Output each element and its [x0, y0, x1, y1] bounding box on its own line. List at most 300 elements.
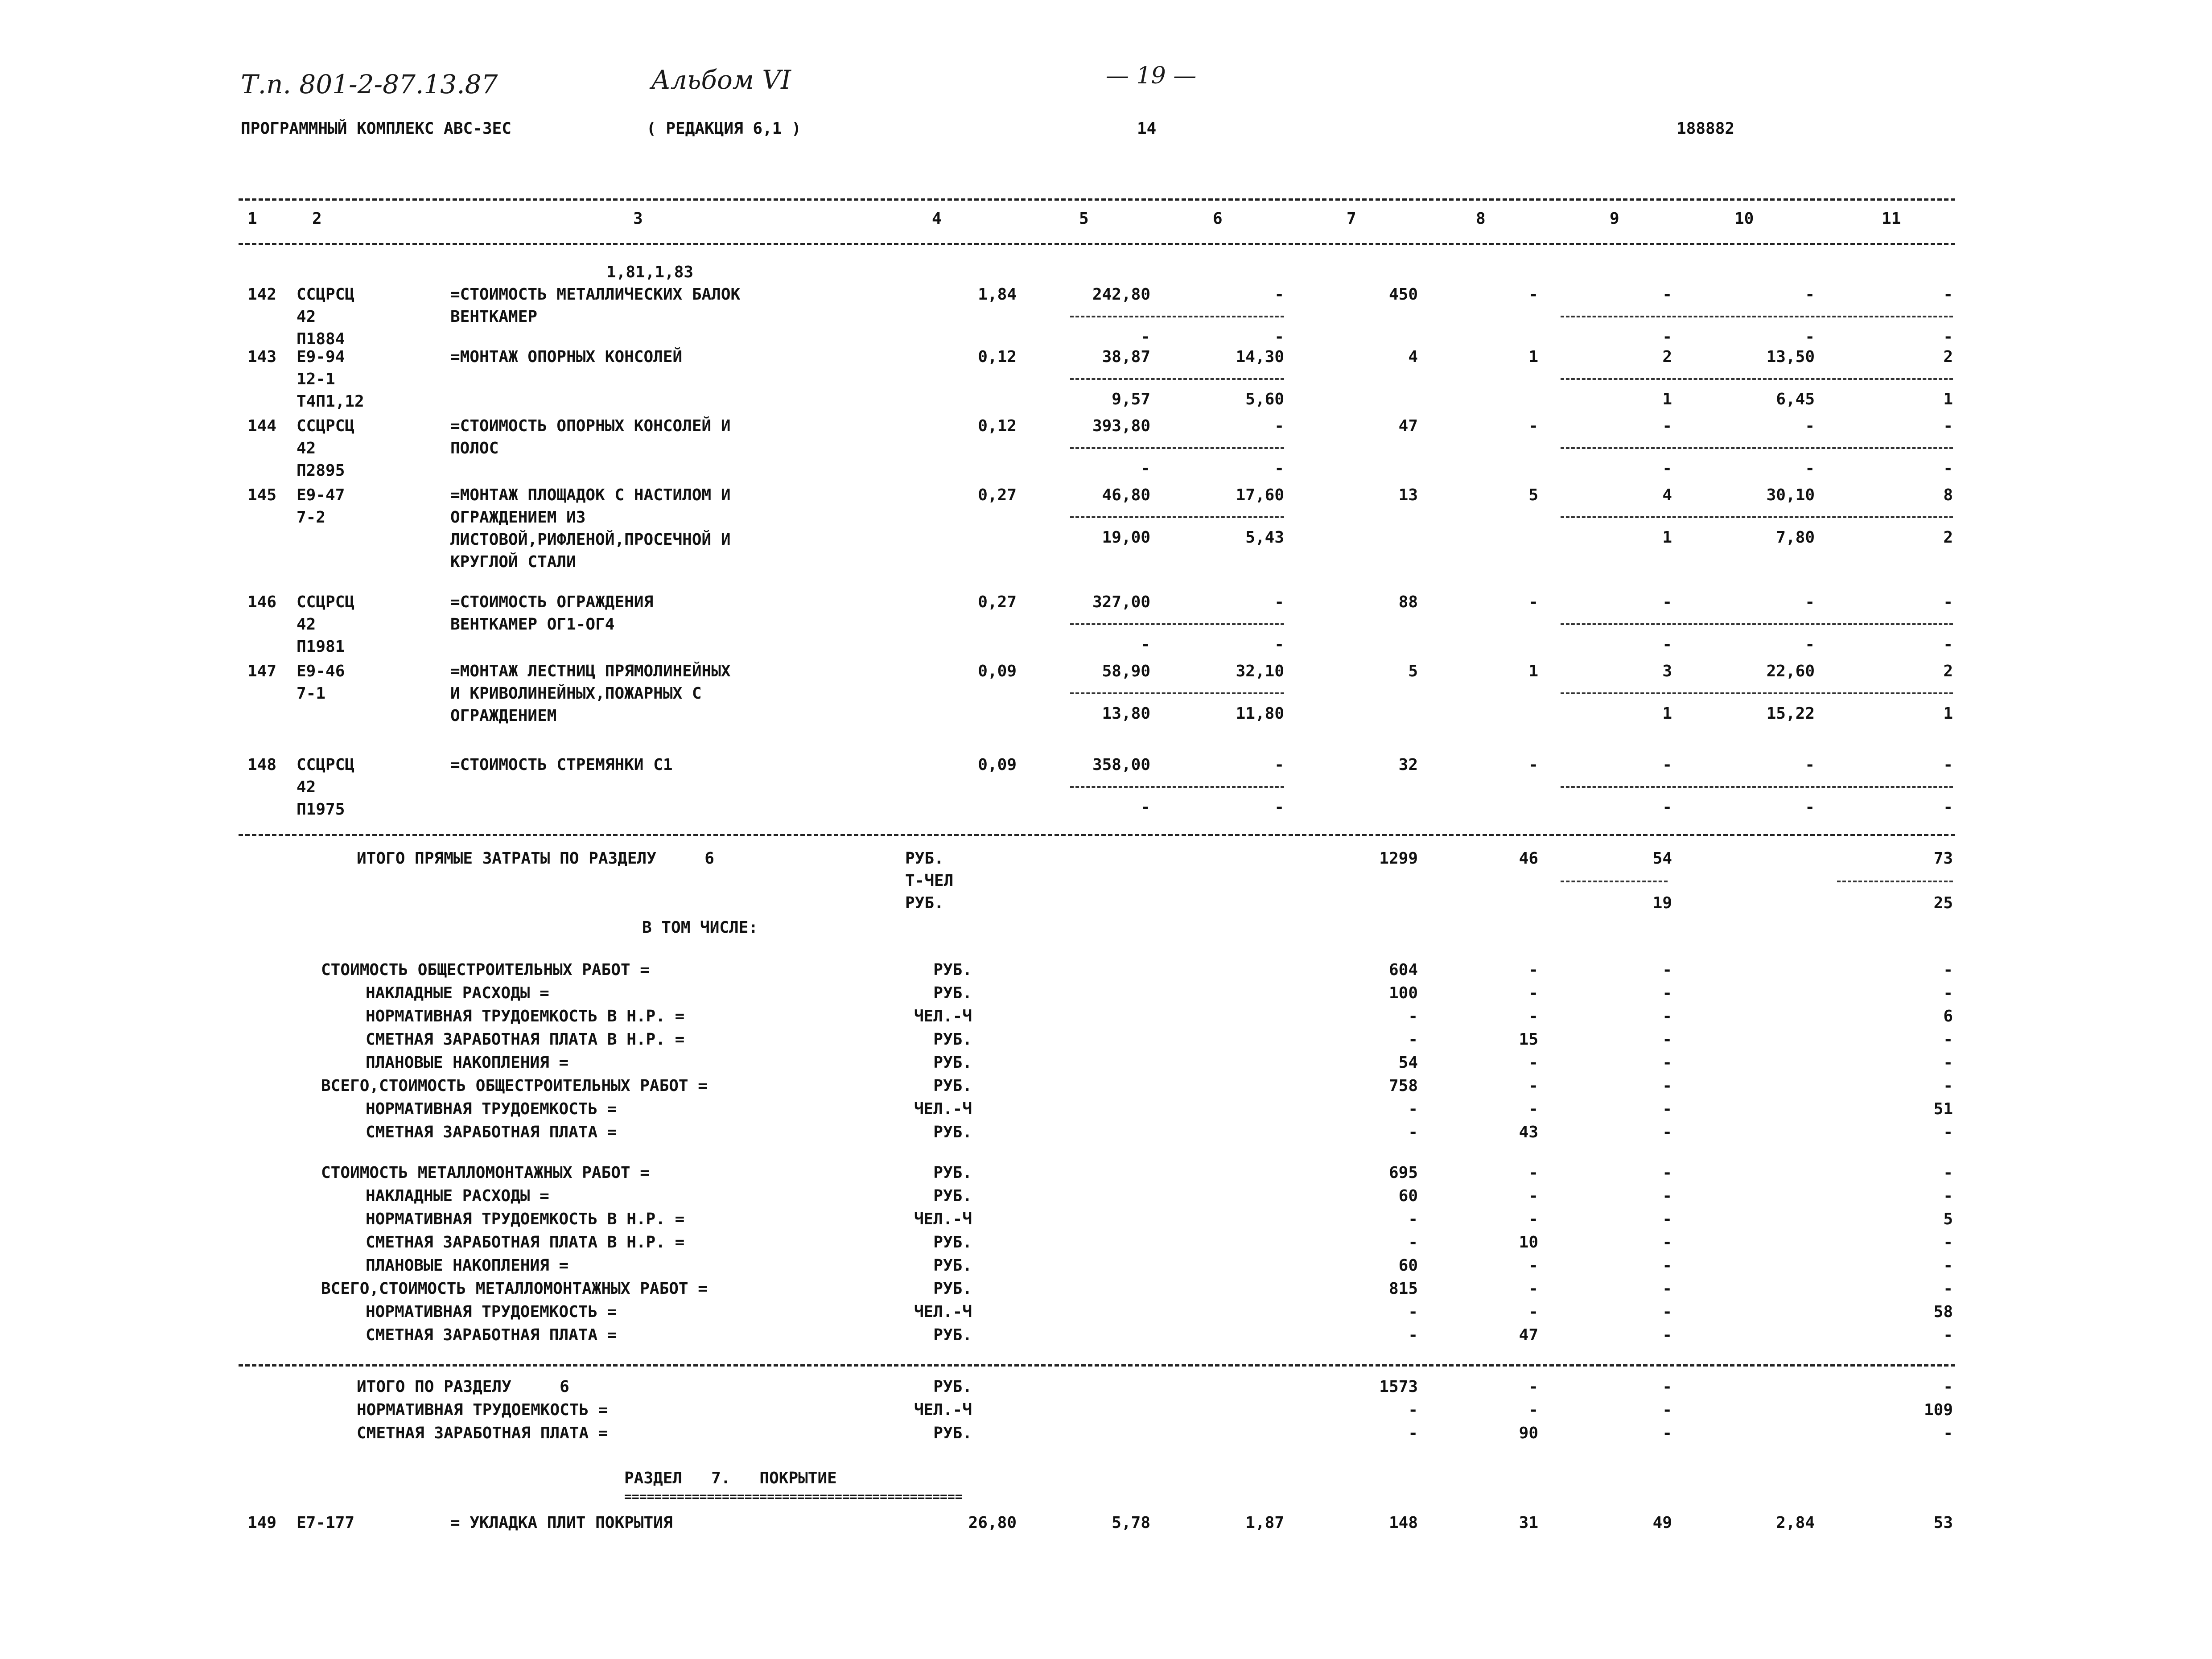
direct-total-c8: 46: [1519, 849, 1538, 868]
direct-total-c11b: 25: [1933, 894, 1953, 912]
row-c56-rule: [1070, 623, 1284, 625]
block-c7: 815: [1388, 1280, 1418, 1298]
row-c9b: -: [1662, 798, 1672, 816]
section-total-unit: РУБ.: [933, 1424, 972, 1442]
direct-total-unit3: РУБ.: [905, 894, 944, 912]
block-unit: ЧЕЛ.-Ч: [914, 1007, 972, 1025]
block-c7: 604: [1388, 961, 1418, 979]
block-c9: -: [1662, 1007, 1672, 1025]
row-c4: 0,27: [978, 593, 1017, 611]
block-c9: -: [1662, 1100, 1672, 1118]
program-title: ПРОГРАММНЫЙ КОМПЛЕКС АВС-3ЕС: [241, 119, 511, 138]
row-c10b: -: [1805, 798, 1815, 816]
block-c8: -: [1528, 1164, 1538, 1182]
row-number: 142: [247, 285, 277, 304]
block-c8: -: [1528, 1054, 1538, 1072]
row-c6: 17,60: [1236, 486, 1284, 504]
block-c9: -: [1662, 1233, 1672, 1251]
block-c9: -: [1662, 1077, 1672, 1095]
block-label: НАКЛАДНЫЕ РАСХОДЫ =: [366, 984, 549, 1002]
block-c11: -: [1943, 1123, 1953, 1141]
direct-total-c9b: 19: [1652, 894, 1672, 912]
block-c9: -: [1662, 1303, 1672, 1321]
row-c7: 450: [1388, 285, 1418, 304]
row-c911-rule: [1561, 516, 1953, 518]
block-label: СМЕТНАЯ ЗАРАБОТНАЯ ПЛАТА =: [366, 1123, 617, 1141]
row-c11: 8: [1943, 486, 1953, 504]
row-code-line: ССЦРСЦ: [297, 417, 355, 435]
row-c56-rule: [1070, 786, 1284, 788]
block-c9: -: [1662, 1187, 1672, 1205]
row-c10: -: [1805, 593, 1815, 611]
column-header-3: 3: [633, 210, 643, 228]
page-number: — 19 —: [1106, 62, 1197, 89]
row-c4: 0,12: [978, 348, 1017, 366]
section-total-c11: -: [1943, 1424, 1953, 1442]
row-c911-rule: [1561, 316, 1953, 317]
section-total-rule: [239, 1364, 1955, 1367]
block-c8: -: [1528, 1256, 1538, 1275]
block-label: СМЕТНАЯ ЗАРАБОТНАЯ ПЛАТА =: [366, 1326, 617, 1344]
block-unit: РУБ.: [933, 1187, 972, 1205]
block-c7: 60: [1398, 1256, 1418, 1275]
row-desc-line: ЛИСТОВОЙ,РИФЛЕНОЙ,ПРОСЕЧНОЙ И: [450, 531, 731, 549]
block-c11: -: [1943, 1187, 1953, 1205]
row-c10: 13,50: [1766, 348, 1815, 366]
row-c6: -: [1274, 756, 1284, 774]
row-number: 147: [247, 662, 277, 680]
block-label: СТОИМОСТЬ ОБЩЕСТРОИТЕЛЬНЫХ РАБОТ =: [321, 961, 650, 979]
row-c5b: -: [1141, 798, 1150, 816]
block-c11: 51: [1933, 1100, 1953, 1118]
row-c11: -: [1943, 756, 1953, 774]
row-c56-rule: [1070, 516, 1284, 518]
section7-row-c7: 148: [1388, 1514, 1418, 1532]
row-c6b: -: [1274, 459, 1284, 478]
block-unit: ЧЕЛ.-Ч: [914, 1303, 972, 1321]
row-c8: -: [1528, 285, 1538, 304]
block-c8: -: [1528, 1077, 1538, 1095]
block-c9: -: [1662, 1210, 1672, 1228]
row-code-line: ССЦРСЦ: [297, 285, 355, 304]
row-c7: 5: [1408, 662, 1418, 680]
row-c6b: 5,60: [1245, 390, 1284, 408]
row-desc-line: И КРИВОЛИНЕЙНЫХ,ПОЖАРНЫХ С: [450, 684, 702, 703]
row-c911-rule: [1561, 623, 1953, 625]
block-label: ПЛАНОВЫЕ НАКОПЛЕНИЯ =: [366, 1054, 569, 1072]
row-desc-line: ВЕНТКАМЕР ОГ1-ОГ4: [450, 615, 615, 634]
block-unit: РУБ.: [933, 1030, 972, 1049]
row-desc-line: ВЕНТКАМЕР: [450, 308, 538, 326]
row-number: 146: [247, 593, 277, 611]
row-c7: 13: [1398, 486, 1418, 504]
column-header-6: 6: [1213, 210, 1223, 228]
row-c8: 1: [1528, 662, 1538, 680]
section-total-c8: -: [1528, 1378, 1538, 1396]
row-c6: -: [1274, 417, 1284, 435]
section-total-unit: ЧЕЛ.-Ч: [914, 1401, 972, 1419]
column-header-8: 8: [1476, 210, 1486, 228]
block-c9: -: [1662, 1054, 1672, 1072]
block-c7: -: [1408, 1326, 1418, 1344]
block-unit: РУБ.: [933, 984, 972, 1002]
row-code-line: 12-1: [297, 370, 335, 388]
row-c8: -: [1528, 756, 1538, 774]
section7-row-c10: 2,84: [1776, 1514, 1815, 1532]
row-code-line: ССЦРСЦ: [297, 756, 355, 774]
row-c5: 242,80: [1092, 285, 1150, 304]
block-unit: РУБ.: [933, 1326, 972, 1344]
row-c10: -: [1805, 756, 1815, 774]
block-c8: -: [1528, 1280, 1538, 1298]
direct-total-c9: 54: [1652, 849, 1672, 868]
block-c9: -: [1662, 1256, 1672, 1275]
row-c10b: 7,80: [1776, 528, 1815, 547]
row-c11: 2: [1943, 662, 1953, 680]
block-c8: -: [1528, 1210, 1538, 1228]
header-rule-top: [239, 198, 1955, 201]
row-c4: 1,84: [978, 285, 1017, 304]
block-label: СТОИМОСТЬ МЕТАЛЛОМОНТАЖНЫХ РАБОТ =: [321, 1164, 650, 1182]
block-c11: -: [1943, 1326, 1953, 1344]
row-c56-rule: [1070, 378, 1284, 380]
direct-total-c7: 1299: [1379, 849, 1418, 868]
section-total-c7: -: [1408, 1424, 1418, 1442]
block-label: НАКЛАДНЫЕ РАСХОДЫ =: [366, 1187, 549, 1205]
row-c10: 22,60: [1766, 662, 1815, 680]
block-label: НОРМАТИВНАЯ ТРУДОЕМКОСТЬ В Н.Р. =: [366, 1007, 685, 1025]
row-c7: 32: [1398, 756, 1418, 774]
column-header-1: 1: [247, 210, 257, 228]
row-c4: 0,12: [978, 417, 1017, 435]
block-c8: -: [1528, 961, 1538, 979]
row-desc-line: =СТОИМОСТЬ ОПОРНЫХ КОНСОЛЕЙ И: [450, 417, 731, 435]
block-c8: -: [1528, 1187, 1538, 1205]
row-c6b: 11,80: [1236, 704, 1284, 723]
column-header-7: 7: [1347, 210, 1356, 228]
row-c6b: -: [1274, 635, 1284, 654]
row-c8: 1: [1528, 348, 1538, 366]
row-c11b: 2: [1943, 528, 1953, 547]
block-c7: 54: [1398, 1054, 1418, 1072]
section-total-label: СМЕТНАЯ ЗАРАБОТНАЯ ПЛАТА =: [357, 1424, 608, 1442]
section7-row-c9: 49: [1652, 1514, 1672, 1532]
row-c9b: 1: [1662, 704, 1672, 723]
block-c7: -: [1408, 1210, 1418, 1228]
row-code-line: П1975: [297, 800, 345, 819]
section-total-c8: -: [1528, 1401, 1538, 1419]
row-c11b: 1: [1943, 704, 1953, 723]
block-c11: -: [1943, 1054, 1953, 1072]
block-c9: -: [1662, 1280, 1672, 1298]
direct-total-c9-rule: [1561, 881, 1668, 882]
section7-row-c5: 5,78: [1112, 1514, 1150, 1532]
edition-label: ( РЕДАКЦИЯ 6,1 ): [647, 119, 801, 138]
column-header-9: 9: [1610, 210, 1619, 228]
row-c5b: 9,57: [1112, 390, 1150, 408]
sheet-number: 14: [1137, 119, 1157, 138]
block-c11: 6: [1943, 1007, 1953, 1025]
row-c9: -: [1662, 417, 1672, 435]
block-unit: РУБ.: [933, 961, 972, 979]
row-desc-line: =МОНТАЖ ОПОРНЫХ КОНСОЛЕЙ: [450, 348, 683, 366]
row-c5: 358,00: [1092, 756, 1150, 774]
block-unit: ЧЕЛ.-Ч: [914, 1100, 972, 1118]
row-c11b: -: [1943, 328, 1953, 346]
row-code-line: Т4П1,12: [297, 392, 364, 411]
row-c9b: 1: [1662, 390, 1672, 408]
row-c6: 14,30: [1236, 348, 1284, 366]
section7-row-number: 149: [247, 1514, 277, 1532]
row-c11: -: [1943, 417, 1953, 435]
row-prefix: 1,81,1,83: [606, 263, 694, 281]
block-c11: -: [1943, 1030, 1953, 1049]
row-c6b: -: [1274, 328, 1284, 346]
block-c11: 58: [1933, 1303, 1953, 1321]
block-label: НОРМАТИВНАЯ ТРУДОЕМКОСТЬ В Н.Р. =: [366, 1210, 685, 1228]
row-c56-rule: [1070, 692, 1284, 694]
block-c8: -: [1528, 1007, 1538, 1025]
direct-total-c11-rule: [1837, 881, 1953, 882]
row-c11b: -: [1943, 459, 1953, 478]
album-label: Альбом VI: [651, 65, 791, 95]
section7-row-c8: 31: [1519, 1514, 1538, 1532]
row-c5b: -: [1141, 635, 1150, 654]
block-label: ВСЕГО,СТОИМОСТЬ МЕТАЛЛОМОНТАЖНЫХ РАБОТ =: [321, 1280, 708, 1298]
block-label: СМЕТНАЯ ЗАРАБОТНАЯ ПЛАТА В Н.Р. =: [366, 1030, 685, 1049]
doc-number: 188882: [1677, 119, 1735, 138]
row-c911-rule: [1561, 447, 1953, 449]
block-unit: РУБ.: [933, 1280, 972, 1298]
section-total-c11: 109: [1924, 1401, 1953, 1419]
row-c9b: -: [1662, 635, 1672, 654]
block-c11: -: [1943, 961, 1953, 979]
column-header-11: 11: [1882, 210, 1901, 228]
row-c11: -: [1943, 285, 1953, 304]
block-c7: 60: [1398, 1187, 1418, 1205]
block-c9: -: [1662, 1030, 1672, 1049]
row-code-line: 7-1: [297, 684, 326, 703]
section-total-unit: РУБ.: [933, 1378, 972, 1396]
section-total-c7: 1573: [1379, 1378, 1418, 1396]
row-c7: 47: [1398, 417, 1418, 435]
section7-row-c11: 53: [1933, 1514, 1953, 1532]
row-c5b: 19,00: [1102, 528, 1150, 547]
row-number: 148: [247, 756, 277, 774]
row-c56-rule: [1070, 316, 1284, 317]
row-c9b: 1: [1662, 528, 1672, 547]
row-c5b: -: [1141, 459, 1150, 478]
block-c9: -: [1662, 1164, 1672, 1182]
row-c5: 38,87: [1102, 348, 1150, 366]
row-c9: 3: [1662, 662, 1672, 680]
block-c11: -: [1943, 1233, 1953, 1251]
column-header-2: 2: [312, 210, 322, 228]
row-code-line: Е9-47: [297, 486, 345, 504]
section-total-c9: -: [1662, 1401, 1672, 1419]
row-c9: 2: [1662, 348, 1672, 366]
row-code-line: П2895: [297, 461, 345, 480]
row-c5: 46,80: [1102, 486, 1150, 504]
column-header-4: 4: [932, 210, 942, 228]
row-c911-rule: [1561, 378, 1953, 380]
row-c10b: -: [1805, 459, 1815, 478]
block-label: ВСЕГО,СТОИМОСТЬ ОБЩЕСТРОИТЕЛЬНЫХ РАБОТ =: [321, 1077, 708, 1095]
section-total-c8: 90: [1519, 1424, 1538, 1442]
section7-row-desc: = УКЛАДКА ПЛИТ ПОКРЫТИЯ: [450, 1514, 673, 1532]
block-c8: 15: [1519, 1030, 1538, 1049]
row-code-line: Е9-94: [297, 348, 345, 366]
section-total-label: НОРМАТИВНАЯ ТРУДОЕМКОСТЬ =: [357, 1401, 608, 1419]
block-unit: РУБ.: [933, 1164, 972, 1182]
row-c5b: 13,80: [1102, 704, 1150, 723]
block-c9: -: [1662, 961, 1672, 979]
block-c8: 47: [1519, 1326, 1538, 1344]
totals-rule: [239, 834, 1955, 836]
section-total-c9: -: [1662, 1378, 1672, 1396]
row-c7: 88: [1398, 593, 1418, 611]
row-c11b: -: [1943, 798, 1953, 816]
block-c8: -: [1528, 1303, 1538, 1321]
block-unit: ЧЕЛ.-Ч: [914, 1210, 972, 1228]
direct-total-label: ИТОГО ПРЯМЫЕ ЗАТРАТЫ ПО РАЗДЕЛУ 6: [357, 849, 714, 868]
block-c7: 695: [1388, 1164, 1418, 1182]
row-c11b: 1: [1943, 390, 1953, 408]
section7-title: РАЗДЕЛ 7. ПОКРЫТИЕ: [624, 1469, 837, 1487]
block-c7: -: [1408, 1233, 1418, 1251]
row-c6b: 5,43: [1245, 528, 1284, 547]
row-c911-rule: [1561, 786, 1953, 788]
section7-row-code: Е7-177: [297, 1514, 355, 1532]
row-c4: 0,27: [978, 486, 1017, 504]
row-c6: -: [1274, 285, 1284, 304]
block-unit: РУБ.: [933, 1233, 972, 1251]
section-total-c7: -: [1408, 1401, 1418, 1419]
block-unit: РУБ.: [933, 1256, 972, 1275]
row-c6: 32,10: [1236, 662, 1284, 680]
row-c5: 393,80: [1092, 417, 1150, 435]
row-desc-line: =СТОИМОСТЬ МЕТАЛЛИЧЕСКИХ БАЛОК: [450, 285, 741, 304]
header-rule-bottom: [239, 243, 1955, 245]
row-desc-line: КРУГЛОЙ СТАЛИ: [450, 553, 576, 571]
row-c10: -: [1805, 285, 1815, 304]
row-desc-line: =МОНТАЖ ЛЕСТНИЦ ПРЯМОЛИНЕЙНЫХ: [450, 662, 731, 680]
block-c7: -: [1408, 1100, 1418, 1118]
block-c7: -: [1408, 1123, 1418, 1141]
row-c9: -: [1662, 593, 1672, 611]
block-c7: 758: [1388, 1077, 1418, 1095]
row-desc-line: =СТОИМОСТЬ ОГРАЖДЕНИЯ: [450, 593, 654, 611]
row-c8: 5: [1528, 486, 1538, 504]
block-unit: РУБ.: [933, 1123, 972, 1141]
block-c11: 5: [1943, 1210, 1953, 1228]
block-c9: -: [1662, 984, 1672, 1002]
block-unit: РУБ.: [933, 1054, 972, 1072]
row-c9: -: [1662, 756, 1672, 774]
row-c10: -: [1805, 417, 1815, 435]
block-c8: 10: [1519, 1233, 1538, 1251]
row-desc-line: ПОЛОС: [450, 439, 499, 457]
section7-underline: =============================================: [624, 1489, 963, 1504]
row-desc-line: =СТОИМОСТЬ СТРЕМЯНКИ С1: [450, 756, 673, 774]
row-code-line: ССЦРСЦ: [297, 593, 355, 611]
row-c5b: -: [1141, 328, 1150, 346]
row-c6b: -: [1274, 798, 1284, 816]
section-total-c9: -: [1662, 1424, 1672, 1442]
row-code-line: 42: [297, 778, 316, 796]
column-header-5: 5: [1079, 210, 1089, 228]
block-c7: -: [1408, 1303, 1418, 1321]
block-c11: -: [1943, 1256, 1953, 1275]
row-c10b: -: [1805, 635, 1815, 654]
section-total-c11: -: [1943, 1378, 1953, 1396]
block-unit: РУБ.: [933, 1077, 972, 1095]
block-c7: -: [1408, 1007, 1418, 1025]
row-c11: 2: [1943, 348, 1953, 366]
row-c10b: -: [1805, 328, 1815, 346]
row-code-line: 7-2: [297, 508, 326, 527]
section-total-label: ИТОГО ПО РАЗДЕЛУ 6: [357, 1378, 569, 1396]
row-c9: 4: [1662, 486, 1672, 504]
row-code-line: 42: [297, 308, 316, 326]
section7-row-c4: 26,80: [968, 1514, 1017, 1532]
row-c11b: -: [1943, 635, 1953, 654]
block-c9: -: [1662, 1123, 1672, 1141]
block-c8: -: [1528, 1100, 1538, 1118]
block-c11: -: [1943, 1077, 1953, 1095]
block-label: СМЕТНАЯ ЗАРАБОТНАЯ ПЛАТА В Н.Р. =: [366, 1233, 685, 1251]
block-c9: -: [1662, 1326, 1672, 1344]
row-code-line: 42: [297, 439, 316, 457]
block-label: ПЛАНОВЫЕ НАКОПЛЕНИЯ =: [366, 1256, 569, 1275]
row-number: 143: [247, 348, 277, 366]
block-c11: -: [1943, 1164, 1953, 1182]
direct-total-unit: РУБ.: [905, 849, 944, 868]
row-c11: -: [1943, 593, 1953, 611]
block-c11: -: [1943, 1280, 1953, 1298]
row-number: 145: [247, 486, 277, 504]
row-c5: 327,00: [1092, 593, 1150, 611]
section7-row-c6: 1,87: [1245, 1514, 1284, 1532]
row-c9b: -: [1662, 459, 1672, 478]
row-c10b: 6,45: [1776, 390, 1815, 408]
block-label: НОРМАТИВНАЯ ТРУДОЕМКОСТЬ =: [366, 1100, 617, 1118]
row-desc-line: ОГРАЖДЕНИЕМ: [450, 707, 557, 725]
block-c8: 43: [1519, 1123, 1538, 1141]
block-c7: 100: [1388, 984, 1418, 1002]
row-c7: 4: [1408, 348, 1418, 366]
row-c56-rule: [1070, 447, 1284, 449]
column-header-10: 10: [1734, 210, 1754, 228]
including-label: В ТОМ ЧИСЛЕ:: [642, 918, 758, 937]
row-c4: 0,09: [978, 756, 1017, 774]
row-desc-line: =МОНТАЖ ПЛОЩАДОК С НАСТИЛОМ И: [450, 486, 731, 504]
row-c10b: 15,22: [1766, 704, 1815, 723]
row-number: 144: [247, 417, 277, 435]
direct-total-c11: 73: [1933, 849, 1953, 868]
row-c5: 58,90: [1102, 662, 1150, 680]
row-c6: -: [1274, 593, 1284, 611]
row-c4: 0,09: [978, 662, 1017, 680]
row-desc-line: ОГРАЖДЕНИЕМ ИЗ: [450, 508, 586, 527]
row-c8: -: [1528, 593, 1538, 611]
row-code-line: Е9-46: [297, 662, 345, 680]
row-c10: 30,10: [1766, 486, 1815, 504]
row-c9: -: [1662, 285, 1672, 304]
row-code-line: П1981: [297, 638, 345, 656]
doc-code: Т.п. 801-2-87.13.87: [241, 69, 498, 99]
block-c11: -: [1943, 984, 1953, 1002]
